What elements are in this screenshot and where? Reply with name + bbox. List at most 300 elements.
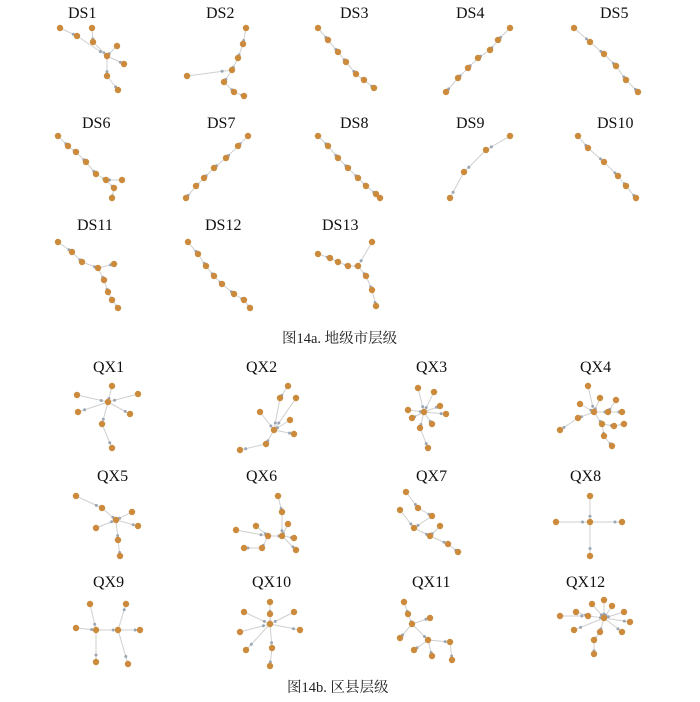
edge-qx10-7: [270, 624, 272, 648]
node-qx9-6: [93, 659, 99, 665]
edge-qx1-0: [77, 395, 108, 402]
node-ds5-4: [623, 77, 629, 83]
node-qx11-6: [447, 639, 453, 645]
node-ds8-2: [335, 155, 341, 161]
node-ds10-2: [601, 159, 607, 165]
graph-qx11: [397, 599, 455, 663]
node-qx1-2: [135, 391, 141, 397]
arrow-qx2-1: [274, 422, 277, 425]
node-qx4-5: [605, 409, 611, 415]
arrow-qx1-4: [124, 410, 127, 413]
node-ds1-1: [74, 33, 80, 39]
node-ds8-5: [363, 183, 369, 189]
node-qx2-2: [293, 395, 299, 401]
node-ds13-1: [327, 255, 333, 261]
node-ds11-5: [101, 277, 107, 283]
node-ds3-6: [371, 85, 377, 91]
node-qx5-5: [135, 523, 141, 529]
arrow-qx1-0: [100, 399, 103, 402]
node-ds7-2: [223, 155, 229, 161]
node-qx7-6: [427, 533, 433, 539]
arrow-ds9-1: [467, 166, 470, 169]
graph-ds8: [315, 133, 383, 201]
node-ds3-5: [361, 77, 367, 83]
node-qx3-6: [409, 415, 415, 421]
arrow-qx2-5: [288, 432, 291, 435]
node-qx2-1: [277, 395, 283, 401]
arrow-qx2-2: [277, 422, 280, 425]
arrow-qx5-4: [132, 523, 135, 526]
node-qx7-8: [455, 549, 461, 555]
node-qx4-1: [597, 395, 603, 401]
node-ds2-5: [221, 79, 227, 85]
node-qx6-9: [241, 545, 247, 551]
node-ds4-3: [475, 55, 481, 61]
node-qx12-9: [571, 627, 577, 633]
node-qx2-4: [287, 417, 293, 423]
node-ds12-1: [195, 251, 201, 257]
node-ds7-3: [211, 165, 217, 171]
node-ds13-5: [369, 239, 375, 245]
node-qx5-4: [113, 517, 119, 523]
panel-label-ds1: DS1: [68, 5, 97, 22]
node-ds2-7: [241, 93, 247, 99]
node-ds4-1: [495, 37, 501, 43]
node-qx8-2: [587, 519, 593, 525]
node-ds13-6: [363, 273, 369, 279]
node-ds8-0: [315, 133, 321, 139]
node-ds11-3: [95, 265, 101, 271]
node-qx1-6: [99, 421, 105, 427]
node-ds5-2: [601, 51, 607, 57]
panel-label-qx1: QX1: [93, 359, 125, 376]
arrow-qx5-0: [95, 504, 98, 507]
edge-qx11-5: [428, 640, 450, 642]
node-qx6-0: [275, 493, 281, 499]
graph-qx7: [397, 489, 461, 555]
node-qx9-4: [123, 601, 129, 607]
node-ds12-5: [231, 291, 237, 297]
graph-qx10: [237, 599, 303, 669]
node-qx2-0: [285, 383, 291, 389]
node-qx12-1: [589, 601, 595, 607]
edge-qx1-3: [78, 402, 108, 412]
node-ds10-1: [585, 145, 591, 151]
arrow-qx12-5: [607, 615, 610, 618]
node-ds9-3: [447, 195, 453, 201]
node-ds2-4: [184, 73, 190, 79]
node-ds1-4: [104, 53, 110, 59]
node-ds7-0: [245, 133, 251, 139]
node-ds4-5: [455, 75, 461, 81]
edge-ds9-1: [464, 150, 486, 172]
arrow-qx5-5: [116, 534, 119, 537]
node-qx12-0: [601, 597, 607, 603]
arrow-qx9-2: [112, 629, 115, 632]
arrow-qx4-0: [591, 405, 594, 408]
node-qx10-5: [267, 621, 273, 627]
graph-qx5: [73, 493, 141, 559]
node-ds13-3: [345, 263, 351, 269]
panel-label-qx8: QX8: [570, 468, 602, 485]
arrow-qx9-0: [93, 623, 96, 626]
arrow-qx10-6: [250, 643, 253, 646]
node-qx8-1: [553, 519, 559, 525]
edge-qx2-7: [240, 444, 266, 450]
edge-qx9-0: [90, 604, 96, 630]
node-ds13-2: [335, 259, 341, 265]
panel-label-qx12: QX12: [566, 574, 606, 591]
edge-qx10-2: [244, 612, 270, 624]
edge-qx7-1: [400, 510, 414, 528]
node-ds1-8: [115, 87, 121, 93]
edge-qx12-8: [574, 618, 604, 630]
node-qx10-4: [237, 629, 243, 635]
arrow-qx12-8: [579, 626, 582, 629]
arrow-qx11-4: [423, 635, 426, 638]
node-qx6-2: [253, 523, 259, 529]
node-qx1-7: [109, 445, 115, 451]
caption-section-b: 图14b. 区县层级: [287, 680, 389, 696]
graph-ds10: [575, 133, 639, 201]
edge-qx1-5: [102, 402, 108, 424]
node-ds7-4: [201, 175, 207, 181]
node-ds12-2: [203, 263, 209, 269]
arrow-qx9-1: [90, 628, 93, 631]
arrow-qx2-3: [269, 425, 272, 428]
arrow-qx3-4: [440, 412, 443, 415]
node-qx4-12: [601, 433, 607, 439]
node-qx3-3: [421, 409, 427, 415]
panel-label-ds7: DS7: [207, 115, 236, 132]
edge-ds9-0: [486, 136, 510, 150]
edge-qx7-3: [414, 516, 432, 528]
node-ds1-5: [114, 43, 120, 49]
graph-ds1: [57, 25, 127, 93]
node-ds6-3: [83, 159, 89, 165]
node-ds2-3: [229, 67, 235, 73]
panel-label-ds5: DS5: [600, 5, 629, 22]
node-qx12-8: [627, 619, 633, 625]
edge-qx10-4: [240, 624, 270, 632]
node-qx12-12: [591, 637, 597, 643]
node-qx10-8: [269, 645, 275, 651]
node-qx3-0: [415, 385, 421, 391]
graph-ds13: [315, 239, 379, 309]
arrow-qx6-1: [281, 529, 284, 532]
node-qx12-7: [601, 615, 607, 621]
node-ds3-1: [325, 37, 331, 43]
node-ds9-2: [461, 169, 467, 175]
graph-qx6: [233, 493, 299, 553]
arrow-qx12-10: [617, 627, 620, 630]
node-qx9-5: [137, 627, 143, 633]
node-ds4-0: [507, 25, 513, 31]
node-ds6-4: [93, 171, 99, 177]
graph-ds5: [571, 25, 641, 95]
node-ds10-0: [575, 133, 581, 139]
edge-qx11-4: [412, 624, 428, 640]
node-ds13-4: [355, 263, 361, 269]
node-qx4-0: [585, 383, 591, 389]
edge-qx4-0: [588, 386, 594, 412]
edge-qx10-6: [246, 624, 270, 650]
node-ds2-1: [240, 41, 246, 47]
node-qx3-2: [405, 407, 411, 413]
node-qx12-3: [573, 609, 579, 615]
node-ds13-8: [373, 303, 379, 309]
arrow-qx8-0: [589, 515, 592, 518]
graph-qx1: [74, 383, 141, 451]
node-qx8-4: [587, 553, 593, 559]
panel-label-qx3: QX3: [416, 359, 448, 376]
node-qx2-7: [237, 447, 243, 453]
node-qx11-1: [405, 611, 411, 617]
node-ds5-5: [635, 89, 641, 95]
node-ds5-1: [587, 39, 593, 45]
node-qx6-4: [233, 527, 239, 533]
arrow-qx10-5: [292, 627, 295, 630]
edge-ds9-2: [450, 172, 464, 198]
node-ds13-0: [315, 251, 321, 257]
caption-section-a: 图14a. 地级市层级: [282, 331, 398, 347]
arrow-qx10-4: [262, 624, 265, 627]
node-qx12-2: [609, 603, 615, 609]
graph-qx8: [553, 493, 625, 559]
panel-label-ds8: DS8: [340, 115, 369, 132]
node-ds8-4: [355, 175, 361, 181]
node-qx10-3: [291, 609, 297, 615]
edge-qx10-3: [270, 612, 294, 624]
node-qx4-2: [577, 401, 583, 407]
node-ds10-3: [615, 173, 621, 179]
arrow-qx1-2: [113, 399, 116, 402]
node-ds10-5: [633, 195, 639, 201]
node-qx11-5: [425, 637, 431, 643]
node-ds6-6: [119, 177, 125, 183]
node-ds12-3: [211, 273, 217, 279]
node-qx4-7: [575, 415, 581, 421]
node-qx2-8: [263, 441, 269, 447]
panel-label-qx10: QX10: [252, 574, 292, 591]
node-qx3-1: [431, 389, 437, 395]
graph-qx2: [237, 383, 299, 453]
node-qx6-5: [265, 533, 271, 539]
arrow-qx1-3: [83, 408, 86, 411]
node-ds2-6: [231, 89, 237, 95]
panel-label-qx4: QX4: [580, 359, 612, 376]
node-qx2-5: [271, 427, 277, 433]
node-qx5-0: [73, 493, 79, 499]
panel-label-ds10: DS10: [597, 115, 634, 132]
node-qx12-6: [585, 613, 591, 619]
node-ds11-1: [69, 249, 75, 255]
node-ds1-3: [90, 39, 96, 45]
edge-qx5-3: [96, 520, 116, 528]
arrow-qx8-1: [581, 521, 584, 524]
arrow-qx1-6: [108, 441, 111, 444]
node-qx11-9: [429, 653, 435, 659]
graph-ds9: [447, 133, 513, 201]
edge-qx1-2: [108, 394, 138, 402]
graph-ds11: [55, 239, 121, 311]
panel-label-ds12: DS12: [205, 217, 242, 234]
node-ds3-4: [353, 71, 359, 77]
arrow-qx5-3: [110, 520, 113, 523]
node-qx9-7: [125, 661, 131, 667]
arrow-qx9-5: [95, 654, 98, 657]
node-ds3-3: [343, 59, 349, 65]
node-ds3-0: [315, 25, 321, 31]
panel-label-qx11: QX11: [412, 574, 451, 591]
edge-qx2-3: [260, 412, 274, 430]
node-qx3-8: [429, 421, 435, 427]
arrow-qx7-1: [409, 523, 412, 526]
node-qx1-0: [74, 392, 80, 398]
node-ds9-1: [483, 147, 489, 153]
node-qx12-5: [557, 613, 563, 619]
node-qx4-9: [611, 423, 617, 429]
graph-ds12: [185, 239, 253, 311]
arrow-qx11-5: [444, 640, 447, 643]
node-ds11-2: [79, 259, 85, 265]
node-ds1-6: [121, 61, 127, 67]
panel-label-ds11: DS11: [77, 217, 113, 234]
graph-ds7: [183, 133, 251, 201]
node-qx11-0: [401, 599, 407, 605]
arrow-qx3-1: [425, 406, 428, 409]
edge-qx5-0: [76, 496, 102, 508]
node-qx7-5: [437, 523, 443, 529]
node-qx10-6: [297, 627, 303, 633]
node-ds11-4: [111, 261, 117, 267]
node-ds10-4: [623, 183, 629, 189]
node-qx9-3: [115, 627, 121, 633]
edge-qx6-4: [236, 530, 268, 536]
node-qx3-4: [437, 403, 443, 409]
node-qx8-0: [587, 493, 593, 499]
node-qx10-2: [267, 611, 273, 617]
arrow-ds2-3: [221, 70, 224, 73]
node-qx7-7: [445, 541, 451, 547]
arrow-qx3-0: [421, 405, 424, 408]
node-qx4-6: [619, 409, 625, 415]
node-qx12-13: [591, 651, 597, 657]
panel-label-qx5: QX5: [97, 468, 129, 485]
arrow-qx1-5: [102, 418, 105, 421]
node-ds6-8: [109, 195, 115, 201]
node-qx11-3: [427, 615, 433, 621]
node-qx4-11: [557, 427, 563, 433]
arrow-qx9-3: [123, 608, 126, 611]
node-qx10-0: [267, 599, 273, 605]
panel-label-ds6: DS6: [82, 115, 111, 132]
node-ds1-7: [104, 73, 110, 79]
node-qx8-3: [619, 519, 625, 525]
node-qx2-6: [291, 431, 297, 437]
arrow-qx12-6: [580, 615, 583, 618]
node-ds12-6: [241, 297, 247, 303]
node-qx1-5: [127, 411, 133, 417]
arrow-qx2-7: [244, 447, 247, 450]
arrow-ds13-4: [360, 259, 363, 262]
node-qx10-1: [241, 609, 247, 615]
node-qx4-10: [621, 421, 627, 427]
node-qx7-3: [429, 513, 435, 519]
graph-qx4: [557, 383, 627, 449]
node-qx4-4: [591, 409, 597, 415]
node-qx12-11: [619, 629, 625, 635]
node-qx3-7: [417, 425, 423, 431]
graph-qx9: [73, 601, 143, 667]
arrow-qx9-4: [134, 629, 137, 632]
node-ds4-6: [443, 89, 449, 95]
edge-qx9-6: [118, 630, 128, 664]
edge-qx9-3: [118, 604, 126, 630]
arrow-qx12-7: [623, 620, 626, 623]
arrow-qx8-2: [614, 521, 617, 524]
edge-qx4-10: [560, 418, 578, 430]
edge-ds13-4: [358, 242, 372, 266]
node-qx1-3: [105, 399, 111, 405]
node-qx6-10: [293, 547, 299, 553]
edge-qx5-4: [116, 520, 138, 526]
node-ds11-0: [55, 239, 61, 245]
arrow-ds9-2: [452, 191, 455, 194]
node-qx5-1: [99, 505, 105, 511]
node-qx3-5: [443, 411, 449, 417]
edge-ds2-3: [187, 70, 232, 76]
edge-qx3-4: [424, 412, 446, 414]
node-qx6-8: [259, 545, 265, 551]
edge-qx3-8: [420, 428, 428, 448]
node-qx7-2: [415, 505, 421, 511]
node-ds13-7: [369, 287, 375, 293]
node-qx6-3: [285, 521, 291, 527]
panel-label-qx6: QX6: [246, 468, 278, 485]
node-qx3-9: [425, 445, 431, 451]
node-qx12-4: [621, 609, 627, 615]
node-ds12-7: [247, 305, 253, 311]
node-ds4-2: [487, 47, 493, 53]
node-qx1-1: [109, 383, 115, 389]
graph-qx3: [405, 385, 449, 451]
node-qx9-2: [93, 627, 99, 633]
node-ds2-0: [243, 25, 249, 31]
graph-qx12: [557, 597, 633, 657]
node-ds5-3: [613, 63, 619, 69]
node-qx5-2: [129, 509, 135, 515]
node-qx10-7: [243, 647, 249, 653]
graph-ds3: [315, 25, 377, 91]
arrow-ds1-7: [99, 50, 102, 53]
node-qx11-7: [411, 647, 417, 653]
node-ds12-4: [219, 281, 225, 287]
node-qx11-8: [449, 657, 455, 663]
node-ds7-1: [235, 143, 241, 149]
node-ds9-0: [507, 133, 513, 139]
arrow-qx9-6: [124, 655, 127, 658]
node-ds1-2: [89, 25, 95, 31]
edge-qx1-4: [108, 402, 130, 414]
arrow-qx8-3: [589, 547, 592, 550]
node-qx11-4: [397, 635, 403, 641]
panel-label-ds13: DS13: [322, 217, 359, 234]
node-ds8-1: [325, 143, 331, 149]
graph-ds6: [55, 133, 125, 201]
graph-ds4: [443, 25, 513, 95]
arrow-qx10-2: [263, 620, 266, 623]
